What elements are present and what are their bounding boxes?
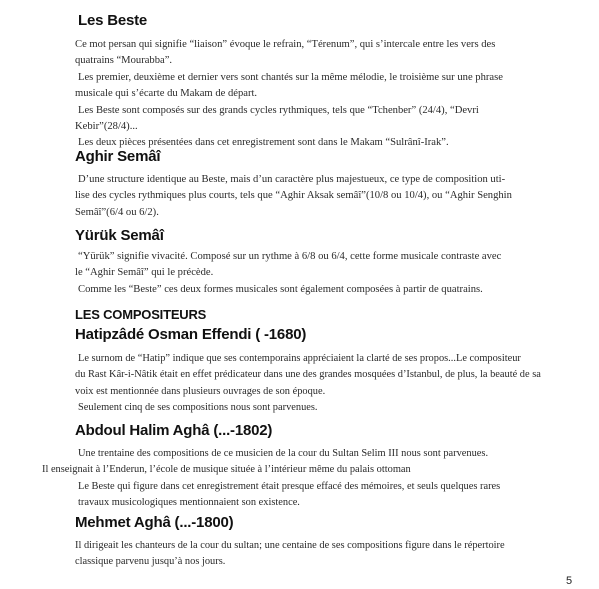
text-line: “Yürük” signifie vivacité. Composé sur un rythme à 6/8 ou 6/4, cette forme musicale contraste avec	[78, 251, 502, 262]
heading-mehmet-agha: Mehmet Aghâ (...-1800)	[75, 514, 234, 531]
paragraph-mehmet-agha	[75, 538, 505, 571]
text-line: lise des cycles rythmiques plus courts, tels que “Aghir Aksak semâî”(10/8 ou 10/4), ou “Aghir Senghin	[75, 190, 512, 202]
text-line: Le Beste qui figure dans cet enregistrement était presque effacé des mémoires, et seuls quelques rares	[78, 480, 501, 492]
text-line: Il dirigeait les chanteurs de la cour du sultan; une centaine de ses compositions figure dans le répertoire	[75, 540, 505, 551]
text-line: Une trentaine des compositions de ce musicien de la cour du Sultan Selim III nous sont parvenues.	[78, 448, 489, 459]
heading-les-beste: Les Beste	[78, 12, 148, 29]
text-line: Les Beste sont composés sur des grands cycles rythmiques, tels que “Tchenber” (24/4), “Devri	[78, 104, 479, 116]
text-line: Kebir”(28/4)...	[75, 121, 138, 133]
text-line: classique parvenu jusqu’à nos jours.	[75, 556, 226, 568]
text-line: Les premier, deuxième et dernier vers sont chantés sur la même mélodie, le troisième sur une phrase	[78, 71, 503, 83]
heading-yuruk-semai: Yürük Semâî	[75, 227, 164, 244]
text-line: le “Aghir Semâî” qui le précède.	[75, 267, 214, 279]
heading-les-compositeurs: LES COMPOSITEURS	[75, 307, 207, 322]
paragraph-abdoul-halim	[42, 446, 500, 512]
heading-aghir-semai: Aghir Semâî	[75, 148, 161, 165]
text-line: Comme les “Beste” ces deux formes musicales sont également composées à partir de quatrains.	[78, 283, 483, 295]
text-line: Il enseignait à l’Enderun, l’école de musique située à l’intérieur même du palais ottoman	[42, 464, 411, 476]
text-line: Le surnom de “Hatip” indique que ses contemporains appréciaient la clarté de ses propos...Le compositeur	[78, 353, 521, 364]
paragraph-yuruk-semai	[75, 249, 501, 298]
text-line: Les deux pièces présentées dans cet enregistrement sont dans le Makam “Sulrânî-Irak”.	[78, 137, 449, 149]
text-line: musicale qui s’écarte du Makam de départ.	[75, 88, 258, 100]
text-line: Seulement cinq de ses compositions nous sont parvenues.	[78, 402, 318, 414]
text-line: D’une structure identique au Beste, mais d’un caractère plus majestueux, ce type de composition uti-	[78, 174, 506, 185]
text-line: travaux musicologiques mentionnaient son existence.	[78, 497, 300, 509]
text-line: du Rast Kâr-i-Nâtik était en effet prédicateur dans une des grandes mosquées d’Istanbul, de plus, la beauté de sa	[75, 369, 541, 381]
heading-abdoul-halim: Abdoul Halim Aghâ (...-1802)	[75, 422, 273, 439]
text-line: Ce mot persan qui signifie “liaison” évoque le refrain, “Térenum”, qui s’intercale entre les vers des	[75, 39, 496, 50]
paragraph-hatipzade	[75, 351, 541, 417]
page-number: 5	[566, 575, 573, 587]
text-line: voix est mentionnée dans plusieurs ouvrages de son époque.	[75, 385, 326, 397]
paragraph-les-beste	[75, 37, 503, 152]
paragraph-aghir-semai	[75, 172, 512, 221]
text-line: quatrains “Mourabba”.	[75, 55, 173, 67]
heading-hatipzade: Hatipzâdé Osman Effendi ( -1680)	[75, 326, 307, 343]
text-line: Semâî”(6/4 ou 6/2).	[75, 206, 159, 218]
